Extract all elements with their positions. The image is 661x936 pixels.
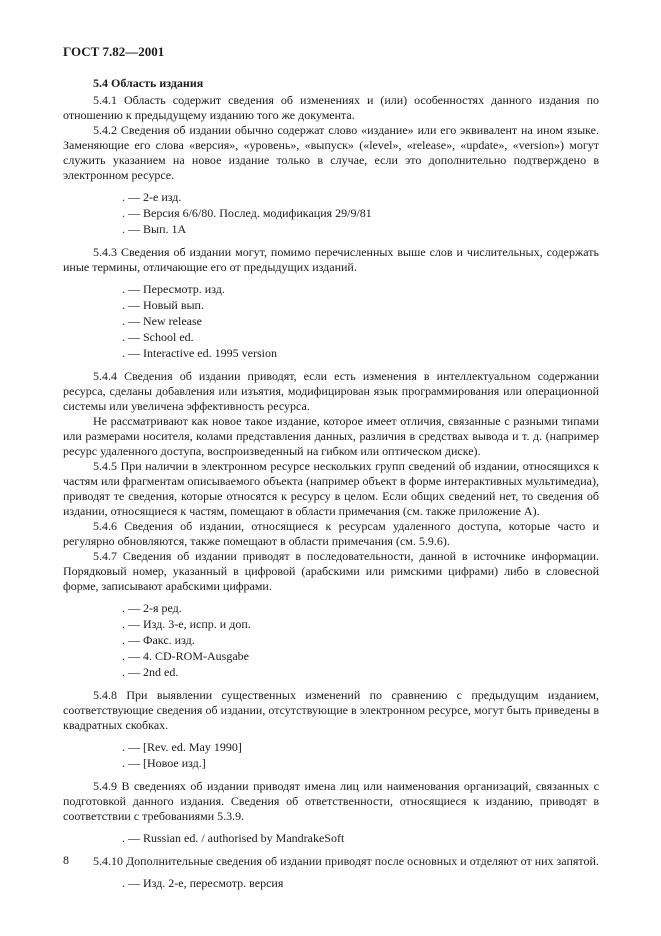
examples-5-4-2	[63, 189, 599, 237]
example-item: . — 2-е изд.	[122, 190, 182, 204]
paragraph-5-4-6: 5.4.6 Сведения об издании, относящиеся к ресурсам удаленного доступа, которые часто и регулярно обновляются, также помещают в области примечания (см. 5.9.6).	[63, 519, 599, 548]
examples-5-4-3	[63, 281, 599, 361]
example-item: . — School ed.	[122, 330, 194, 344]
examples-5-4-7	[63, 600, 599, 680]
example-item: . — Russian ed. / authorised by MandrakeSoft	[122, 831, 345, 845]
paragraph-5-4-7: 5.4.7 Сведения об издании приводят в последовательности, данной в источнике информации. Порядковый номер, указанный в цифровой (арабскими или римскими цифрами) либо в словесной форме, записывают арабскими цифрами.	[63, 549, 599, 593]
paragraph-5-4-10: 5.4.10 Дополнительные сведения об издании приводят после основных и отделяют от них запятой.	[93, 854, 599, 868]
example-item: . — Interactive ed. 1995 version	[122, 346, 277, 360]
example-item: . — Пересмотр. изд.	[122, 282, 225, 296]
paragraph-5-4-8: 5.4.8 При выявлении существенных изменений по сравнению с предыдущим изданием, соответствующие сведения об издании, отсутствующие в электронном ресурсе, могут быть приведены в квадратных скобках.	[63, 688, 599, 732]
example-item: . — Вып. 1A	[122, 222, 187, 236]
paragraph-5-4-1: 5.4.1 Область содержит сведения об изменениях и (или) особенностях данного издания по отношению к предыдущему изданию того же документа.	[63, 93, 599, 122]
document-header: ГОСТ 7.82—2001	[63, 44, 165, 59]
example-item: . — 2nd ed.	[122, 665, 179, 679]
paragraph-5-4-3: 5.4.3 Сведения об издании могут, помимо перечисленных выше слов и числительных, содержать иные термины, отличающие его от предыдущих изданий.	[63, 245, 599, 274]
examples-5-4-10	[63, 875, 599, 891]
example-item: . — 2-я ред.	[122, 601, 182, 615]
paragraph-5-4-4-note: Не рассматривают как новое такое издание, которое имеет отличия, связанные с разными типами или размерами носителя, колами представления данных, различия в средствах вывода и т. д. (например ресурс удаленного доступа, воспроизведенный на гибком или оптическом диске).	[63, 414, 599, 458]
paragraph-5-4-4: 5.4.4 Сведения об издании приводят, если есть изменения в интеллектуальном содержании ресурса, сделаны добавления или изъятия, модифицирован язык программирования или операционной системы или увеличена эффективность ресурса.	[63, 369, 599, 413]
paragraph-5-4-9: 5.4.9 В сведениях об издании приводят имена лиц или наименования организаций, связанных с подготовкой данного издания. Сведения об ответственности, относящиеся к изданию, приводят в соответствии с требованиями 5.3.9.	[63, 779, 599, 823]
section-title: 5.4 Область издания	[93, 76, 204, 90]
example-item: . — [Rev. ed. May 1990]	[122, 740, 242, 754]
example-item: . — Факс. изд.	[122, 633, 195, 647]
example-item: . — New release	[122, 314, 202, 328]
examples-5-4-8	[63, 739, 599, 771]
example-item: . — Новый вып.	[122, 298, 204, 312]
example-item: . — Изд. 2-е, пересмотр. версия	[122, 876, 284, 890]
paragraph-5-4-2: 5.4.2 Сведения об издании обычно содержат слово «издание» или его эквивалент на ином языке. Заменяющие его слова «версия», «уровень», «выпуск» («level», «release», «update», «version») могут служить указанием на новое издание только в случае, если это дополнительно подтверждено в электронном ресурсе.	[63, 123, 599, 182]
examples-5-4-9	[63, 830, 599, 846]
page-number: 8	[63, 853, 69, 867]
page-content	[63, 76, 599, 899]
example-item: . — [Новое изд.]	[122, 756, 206, 770]
example-item: . — Версия 6/6/80. Послед. модификация 29/9/81	[122, 206, 372, 220]
example-item: . — Изд. 3-е, испр. и доп.	[122, 617, 251, 631]
paragraph-5-4-5: 5.4.5 При наличии в электронном ресурсе нескольких групп сведений об издании, относящихся к частям или фрагментам описываемого объекта (например объект в форме интерактивных мультимедиа), приводят те сведения, которые относятся к ресурсу в целом. Если общих сведений нет, то сведения об издании, относящиеся к частям, помещают в области примечания (см. также приложение А).	[63, 459, 599, 518]
example-item: . — 4. CD-ROM-Ausgabe	[122, 649, 249, 663]
